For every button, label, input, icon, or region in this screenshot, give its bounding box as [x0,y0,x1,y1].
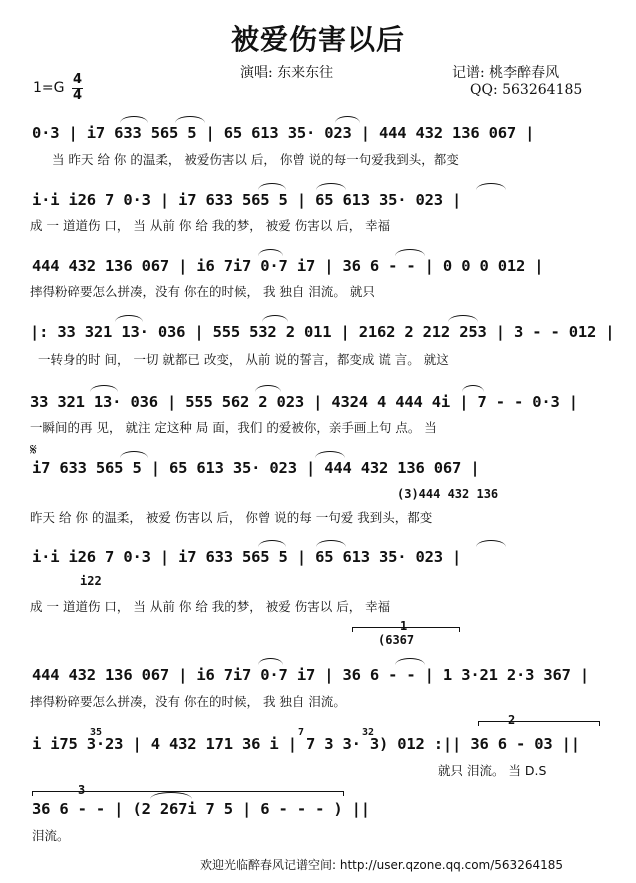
slur [462,385,484,392]
slur [258,249,283,256]
volta-label-2: 2 [508,713,516,727]
song-title: 被爱伤害以后 [230,23,405,56]
slur [316,540,346,547]
transcriber-credit: 记谱: 桃李醉春风 [452,65,560,81]
grace-note-7: 7 [298,727,305,738]
lyrics-row-7: 成 一 道道伤 口， 当 从前 你 给 我的梦， 被爱 伤害以 后， 幸福 [30,599,391,614]
intro-bracket-notes: (6367 [378,633,415,647]
slur [315,451,345,458]
lyrics-row-5: 一瞬间的再 见， 就注 定这种 局 面，我们 的爱被你，亲手画上句 点。 当 [30,420,437,435]
slur [448,315,478,322]
singer-credit: 演唱: 东来东往 [240,65,334,81]
time-signature-bottom: 4 [73,88,83,103]
slur [258,658,283,665]
grace-note-35: 35 [90,727,103,738]
slur [90,385,118,392]
lyrics-row-4: 一转身的时 间， 一切 就都已 改变， 从前 说的誓言，都变成 谎 言。 就这 [38,352,449,367]
volta-bracket-2 [478,721,600,726]
slur [115,315,143,322]
notation-row-5: 33 321 13· 036 | 555 562 2 023 | 4324 4 444 4i | 7 - - 0·3 | [30,393,578,411]
notation-row-4: |: 33 321 13· 036 | 555 532 2 011 | 2162 2 212 253 | 3 - - 012 | [30,323,615,341]
slur [150,792,192,799]
lyrics-row-8: 摔得粉碎要怎么拼凑，没有 你在的时候， 我 独自 泪流。 [30,694,346,709]
grace-note-32: 32 [362,727,375,738]
alternate-notation-row-6: (3)444 432 136 [397,487,499,501]
slur [258,183,286,190]
slur [120,451,148,458]
lyrics-row-2: 成 一 道道伤 口， 当 从前 你 给 我的梦， 被爱 伤害以 后， 幸福 [30,218,391,233]
slur [175,116,205,123]
slur [476,183,506,190]
slur [335,116,360,123]
time-signature-top: 4 [73,72,83,87]
alternate-notation-row-7: i22 [80,574,102,588]
slur [258,540,286,547]
notation-row-7: i·i i26 7 0·3 | i7 633 565 5 | 65 613 35· 023 | [32,548,462,566]
slur [395,249,425,256]
volta-label-1: 1 [400,619,408,633]
slur [395,658,425,665]
notation-row-3: 444 432 136 067 | i6 7i7 0·7 i7 | 36 6 - - | 0 0 0 012 | [32,257,544,275]
notation-row-6: i7 633 565 5 | 65 613 35· 023 | 444 432 136 067 | [32,459,480,477]
lyrics-row-9: 就只 泪流。 当 D.S [438,763,547,778]
notation-row-8: 444 432 136 067 | i6 7i7 0·7 i7 | 36 6 - - | 1 3·21 2·3 367 | [32,666,590,684]
slur [476,540,506,547]
key-signature: 1=G [33,80,65,96]
footer-text: 欢迎光临醉春风记谱空间: http://user.qzone.qq.com/563264185 [200,858,564,872]
notation-row-10: 36 6 - - | (2 267i 7 5 | 6 - - - ) || [32,800,370,818]
volta-label-3: 3 [78,783,86,797]
lyrics-row-3: 摔得粉碎要怎么拼凑，没有 你在的时候， 我 独自 泪流。 就只 [30,284,375,299]
lyrics-row-1: 当 昨天 给 你 的温柔， 被爱伤害以 后， 你曾 说的每一句爱我到头，都变 [52,152,459,167]
slur [316,183,346,190]
notation-row-1: 0·3 | i7 633 565 5 | 65 613 35· 023 | 444 432 136 067 | [32,124,535,142]
lyrics-row-6: 昨天 给 你 的温柔， 被爱 伤害以 后， 你曾 说的每 一句爱 我到头，都变 [30,510,433,525]
notation-row-2: i·i i26 7 0·3 | i7 633 565 5 | 65 613 35· 023 | [32,191,462,209]
segno-sign: 𝄋 [30,440,37,459]
slur [262,315,288,322]
slur [255,385,281,392]
qq-number: QQ: 563264185 [470,82,583,98]
lyrics-row-10: 泪流。 [32,828,70,843]
notation-row-9: i i75 3·23 | 4 432 171 36 i | 7 3 3· 3) 012 :|| 36 6 - 03 || [32,735,580,753]
slur [120,116,148,123]
